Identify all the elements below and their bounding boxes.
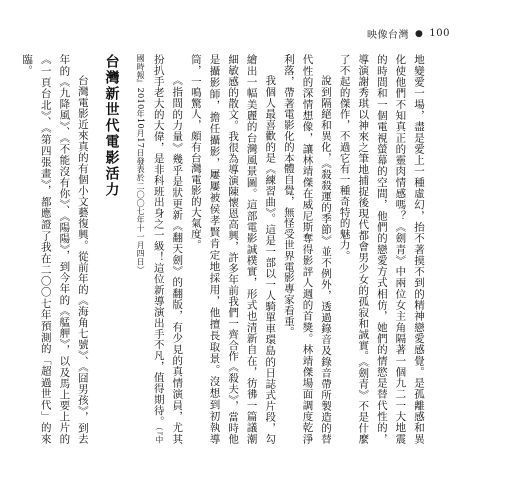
section-title: 台灣新世代電影活力 bbox=[103, 54, 120, 198]
publication-note: （『中國時報』2010年10月17日發表於二〇〇七年十一月四日） bbox=[136, 54, 164, 444]
paragraph-5: 台灣電影近來真的有個小文藝復興。從前年的《海角七號》、《囧男孩》，到去年的《九降風》、《不能沒有你》、《陽陽》，到今年的《艋舺》，以及馬上要上片的《一頁台北》、《第四張畫》，都應證了我在二〇〇七年預測的「超過世代」的來臨。 bbox=[21, 54, 89, 444]
header-separator: ● bbox=[415, 28, 424, 39]
vertical-body-text bbox=[21, 54, 428, 444]
running-title: 映像台灣 bbox=[367, 30, 410, 41]
paragraph-4-text: 《指間的力量》幾乎是狀更新《翻天劍》的翻版，有少見的真情演員，尤其扮扒手老大的大偉，是非科班出身之一級！這位新導演出手不凡，值得期待。 bbox=[152, 54, 184, 444]
paragraph-4 bbox=[131, 54, 187, 444]
paragraph-3: 我個人最喜歡的是《練習曲》。這是一部以一人騎單車環島的日誌式片段，勾繪出一幅美麗的台灣風景圖。這部電影誠樸實，形式也清新自在，彷彿一篇議潮細敏感的散文。我很為導演陳懷恩高興，許多年前我們一齊合作《殺夫》，當時他是攝影師，擔任攝影，屢屢被侯孝賢肯定地採用，他擅長取景。沒想到初執導筒，一鳴驚人，頗有台灣電影的大氣度。 bbox=[189, 54, 277, 444]
paragraph-1: 地變愛一場，盡是愛上一種虛幻，抬不著摸不到的精神戀愛感覺。是孤離感和異化使他們不知真正的靈肉情感嗎？《劍青》中兩位女主角隔著一個九二一大地震的時間和一個電視螢幕的空間，他們的戀愛方式相仿，她們的情慾是替代性的，導演謝秀琪以神來之筆地捕捉後現代都會男少女的孤寂和誠實。《劍青》不是什麼了不起的傑作，不過它有一種奇特的魅力。 bbox=[338, 54, 425, 444]
page-number: 100 bbox=[429, 28, 450, 39]
paragraph-2: 說到隔絕和異化，《殺殺運的季節》並不例外，透過錄音及錄音帶所製造的替代性的深情想像，讓林靖傑在威尼斯奪得影評人週的首獎。林靖傑場面調度乾淨利落，帶著電影化的本體自覺，無怪受世界電影專家看重。 bbox=[282, 54, 333, 444]
running-header bbox=[367, 26, 450, 41]
